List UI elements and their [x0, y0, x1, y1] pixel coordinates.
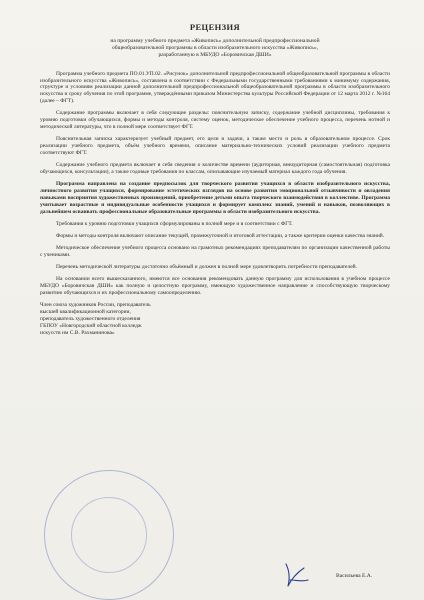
signoff-line: Член союза художников России, преподаватель: [40, 302, 151, 309]
paragraph: Перечень методической литературы достаточно объёмный и должен в полной мере удовлетворить потребности преподавателей.: [56, 264, 357, 271]
signoff-line: искусств им С.В. Рахманинова»: [40, 329, 115, 336]
signoff-block: [40, 302, 390, 337]
signoff-line: высшей квалификационной категории,: [40, 308, 131, 315]
paragraph: Требования к уровню подготовки учащихся сформулированы в полной мере и в соответствии с ФГТ.: [56, 220, 293, 227]
subtitle-line: общеобразовательной программы в области изобразительного искусства «Живопись»,: [111, 45, 319, 52]
paragraph: Программа учебного предмета ПО.01.УП.02. «Рисунок» дополнительной предпрофессиональной общеобразовательной программы в области изобразительного искусства «Живопись», составлена в соответствии с Федеральными государственными требованиями к минимуму содержания, структуре и условиям реализации данной дополнительной предпрофессиональной общеобразовательной программы в области изобразительного искусства и сроку обучения по этой программе, утверждёнными приказом Министерства культуры Российской Федерации от 12 марта 2012 г. №164 (далее – ФГТ).: [40, 70, 390, 105]
subtitle-line: на программу учебного предмета «Живопись» дополнительной предпрофессиональной: [110, 38, 320, 44]
signoff-line: ГБПОУ «Новгородский областной колледж: [40, 322, 142, 329]
paragraph: Пояснительная записка характеризует учебный предмет, его цели и задачи, а также место и роль в образовательном процессе. Срок реализации учебного предмета, объём учебного времени, описание материально-технических условий реализации учебного предмета соответствуют ФГТ.: [40, 136, 390, 157]
paragraph: На основании всего вышесказанного, имеются все основания рекомендовать данную программу для использования в учебном процессе МБУДО «Боровичская ДШИ» как полную и целостную программу, имеющую художественное направление и способствующую творческому развитию обучающихся и их профессиональному самоопределению.: [40, 276, 390, 296]
subtitle-line: разработанную в МБУДО «Боровичская ДШИ»: [158, 52, 272, 59]
handwritten-signature-icon: [280, 560, 310, 588]
signer-name: Васильева Е.А.: [336, 573, 373, 579]
paragraph-bold: Программа направлена на создание предпосылок для творческого развития учащихся в области изобразительного искусства, личностного развития учащихся, формирование эстетических взглядов на основе развития эмоциональной отзывчивости и овладения навыками восприятия художественных произведений, приобретение детьми опыта творческого взаимодействия в коллективе. Программа учитывает возрастные и индивидуальные особенности учащихся и формирует комплекс знаний, умений и навыков, позволяющих в дальнейшем осваивать профессиональные образовательные программы в области изобразительного искусства.: [40, 181, 390, 215]
paragraph: Формы и методы контроля включают описание текущей, промежуточной и итоговой аттестации, а также критерии оценки качества знаний.: [56, 232, 385, 239]
document-title: РЕЦЕНЗИЯ: [189, 22, 241, 32]
paragraph: Содержание программы включает в себя следующие разделы: пояснительную записку, содержание учебной дисциплины, требования к уровню подготовки обучающихся, формы и методы контроля, систему оценок, методическое обеспечение учебного процесса, перечень нотной и методической литературы, что в полной мере соответствует ФГТ.: [40, 110, 390, 131]
document-body: [40, 71, 390, 297]
paragraph: Содержание учебного предмета включает в себя сведения о количестве времени (аудиторная, внеаудиторная (самостоятельная) подготовка обучающихся, консультации), а также годовые требования по классам, описывающие изучаемый материал каждого года обучения.: [40, 162, 390, 176]
organization-stamp-icon: [44, 470, 174, 600]
paragraph: Методическое обеспечение учебного процесса основано на грамотных рекомендациях преподавателям по организации качественной работы с учениками.: [40, 245, 390, 258]
document-subtitle: [40, 38, 390, 60]
signoff-line: преподаватель художественного отделения: [40, 315, 141, 322]
